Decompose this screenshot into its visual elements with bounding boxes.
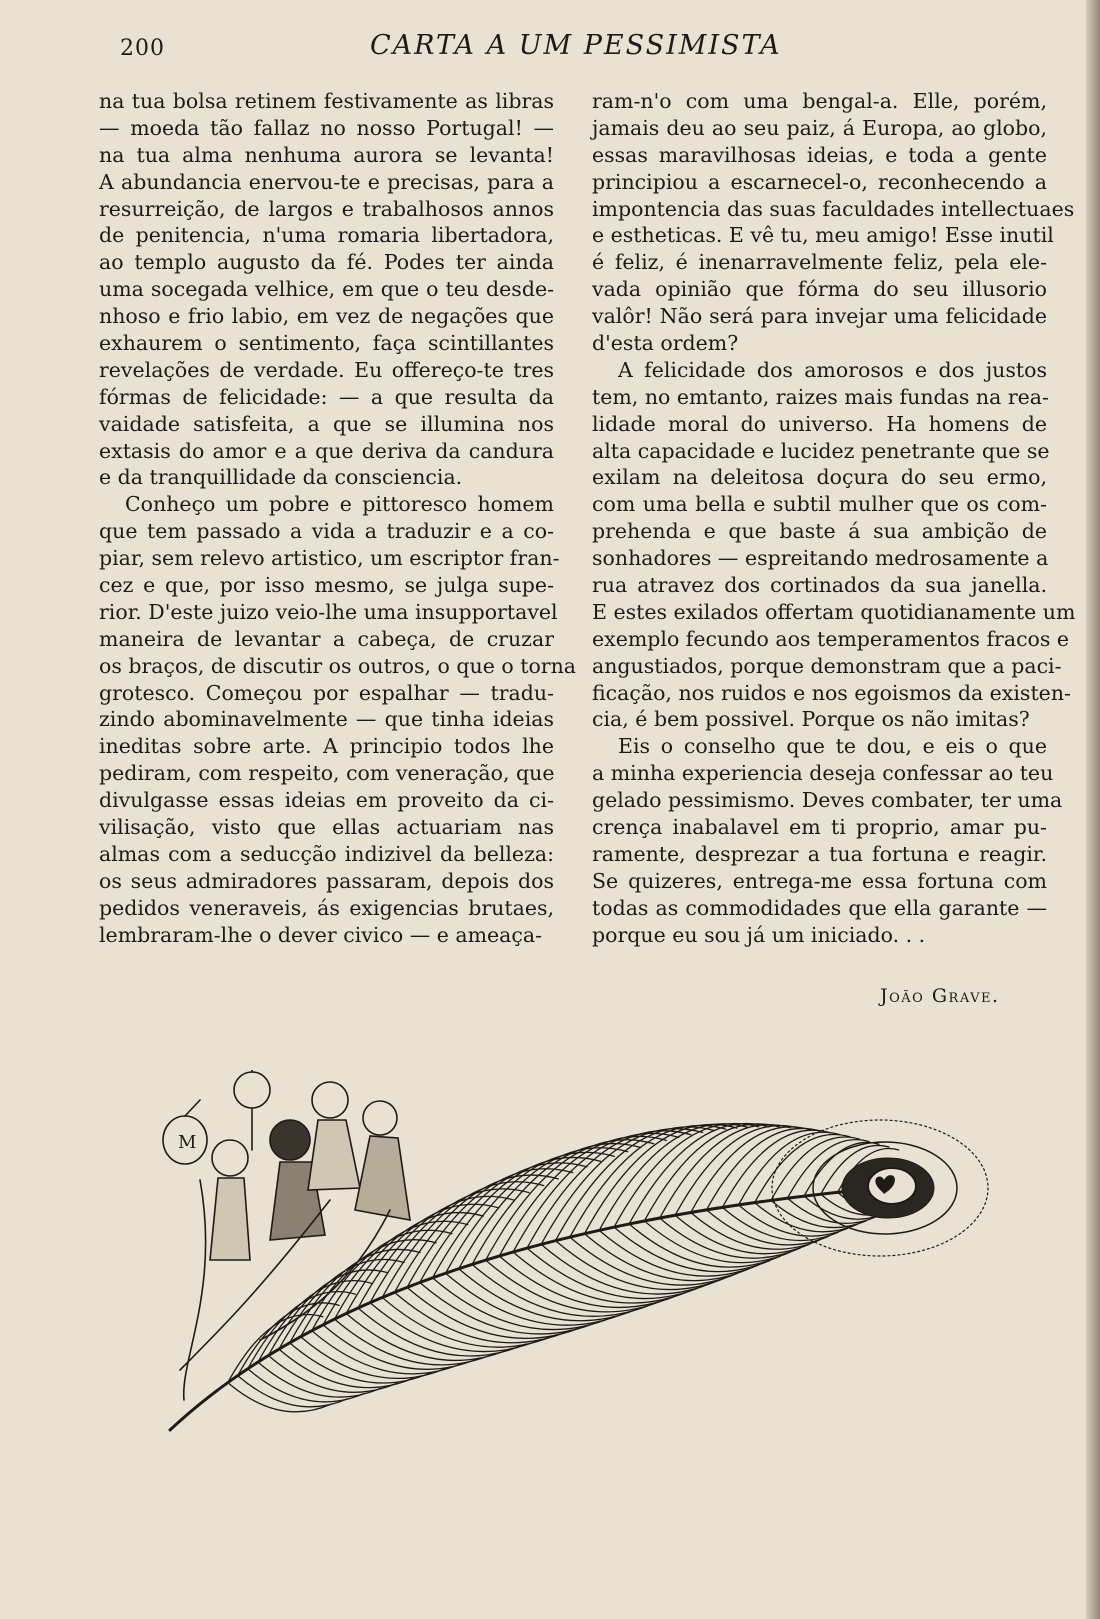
feather-barb	[407, 1169, 573, 1288]
right-column-text-line: exilam na deleitosa doçura do seu ermo,	[592, 465, 1047, 490]
feather-barb	[370, 1303, 541, 1352]
peacock-feather-illustration	[140, 1070, 1060, 1490]
page-number: 200	[120, 36, 165, 61]
left-column-text-line: rior. D'este juizo veio-lhe uma insupportavel	[99, 599, 558, 624]
feather-barb	[629, 1124, 769, 1224]
left-column-text-line: vilisação, visto que ellas actuariam nas	[99, 815, 554, 840]
right-column-text-line: gelado pessimismo. Deves combater, ter uma	[592, 788, 1063, 813]
feather-barb	[459, 1148, 628, 1269]
right-column-text-line: lidade moral do universo. Ha homens de	[592, 411, 1047, 436]
left-column-text-line: nhoso e frio labio, em vez de negações que	[99, 304, 554, 329]
right-column-text-line: impontencia das suas faculdades intellectuaes	[592, 196, 1075, 221]
feather-barb	[584, 1234, 748, 1281]
right-column-text-line: alta capacidade e lucidez penetrante que se	[592, 438, 1050, 463]
feather-barb	[346, 1313, 510, 1360]
right-column-text-line: a minha experiencia deseja confessar ao teu	[592, 761, 1054, 786]
feather-barb	[599, 1230, 759, 1276]
feather-barb	[527, 1131, 691, 1248]
left-column-text-line: uma socegada velhice, em que o teu desde-	[99, 277, 554, 302]
right-column-text-line: d'esta ordem?	[592, 331, 739, 356]
left-column-text-line: ineditas sobre arte. A principio todos lhe	[99, 734, 554, 759]
left-column-text-line: pediram, com respeito, com veneração, que	[99, 761, 555, 786]
page-edge	[1086, 0, 1100, 1619]
left-column-text-line: Conheço um pobre e pittoresco homem	[125, 492, 554, 517]
right-column-text-line: ficação, nos ruidos e nos egoismos da existen-	[592, 680, 1071, 705]
right-column-text-line: todas as commodidades que ella garante —	[592, 895, 1047, 920]
left-column-text-line: vaidade satisfeita, a que se illumina nos	[99, 411, 554, 436]
right-column-text-line: rua atravez dos cortinados da sua janella.	[592, 573, 1047, 598]
left-column-text-line: os braços, de discutir os outros, o que o torna	[99, 653, 577, 678]
left-column-text-line: que tem passado a vida a traduzir e a co-	[99, 519, 554, 544]
left-column-text-line: resurreição, de largos e trabalhosos annos	[99, 196, 554, 221]
right-column-text-line: crença inabalavel em ti proprio, amar pu-	[592, 815, 1047, 840]
left-column	[99, 88, 577, 949]
feather-barb	[555, 1241, 726, 1290]
lantern-letter: M	[178, 1132, 197, 1153]
left-column-text-line: divulgasse essas ideias em proveito da ci-	[99, 788, 554, 813]
right-column-text-line: exemplo fecundo aos temperamentos fracos e	[592, 626, 1070, 651]
author-signature: João Grave.	[880, 985, 1000, 1007]
right-column-text-line: Eis o conselho que te dou, e eis o que	[618, 734, 1047, 759]
feather-barb	[614, 1227, 770, 1272]
feather-barb	[433, 1157, 601, 1277]
left-column-text-line: pedidos veneraveis, ás exigencias brutaes,	[99, 895, 554, 920]
right-column-text-line: Se quizeres, entrega-me essa fortuna com	[592, 868, 1047, 893]
feather-barb	[472, 1144, 641, 1265]
feather-barb	[358, 1308, 526, 1356]
right-column-text-line: vada opinião que fórma do seu illusorio	[592, 277, 1047, 302]
right-column-text-line: prehenda e que baste á sua ambição de	[592, 519, 1047, 544]
left-column-text-line: piar, sem relevo artistico, um escriptor fran-	[99, 546, 560, 571]
left-column-text-line: lembraram-lhe o dever civico — e ameaça-	[99, 922, 543, 947]
feather-barb	[644, 1221, 790, 1263]
right-column	[592, 88, 1076, 949]
left-column-text-line: extasis do amor e a que deriva da candura	[99, 438, 554, 463]
right-column-text-line: valôr! Não será para invejar uma felicidade	[592, 304, 1047, 329]
running-title: CARTA A UM PESSIMISTA	[370, 30, 782, 61]
right-column-text-line: é feliz, é inenarravelmente feliz, pela ele-	[592, 250, 1047, 275]
right-column-text-line: tem, no emtanto, raizes mais fundas na rea-	[592, 384, 1049, 409]
left-column-text-line: na tua bolsa retinem festivamente as libras	[99, 89, 554, 113]
right-column-text-line: cia, é bem possivel. Porque os não imitas?	[592, 707, 1030, 732]
left-column-text-line: exhaurem o sentimento, faça scintillantes	[99, 331, 554, 356]
feather-barb	[290, 1343, 431, 1383]
feather-barb	[335, 1319, 495, 1365]
right-column-text-line: e estheticas. E vê tu, meu amigo! Esse inutil	[592, 223, 1054, 248]
feather-barb	[513, 1133, 679, 1252]
feather-barb	[570, 1237, 738, 1285]
right-column-text-line: E estes exilados offertam quotidianamente um	[592, 599, 1076, 624]
left-column-text-line: de penitencia, n'uma romaria libertadora,	[99, 223, 554, 248]
left-column-text-line: na tua alma nenhuma aurora se levanta!	[99, 142, 554, 167]
left-column-text-line: fórmas de felicidade: — a que resulta da	[99, 384, 554, 409]
right-column-text-line: sonhadores — espreitando medrosamente a	[592, 546, 1049, 571]
right-column-text-line: principiou a escarnecel-o, reconhecendo a	[592, 169, 1047, 194]
left-column-text-line: os seus admiradores passaram, depois dos	[99, 868, 554, 893]
left-column-text-line: — moeda tão fallaz no nosso Portugal! —	[99, 115, 554, 140]
page-header	[120, 30, 1040, 70]
left-column-text-line: zindo abominavelmente — que tinha ideias	[99, 707, 554, 732]
right-column-text-line: ramente, desprezar a tua fortuna e reagir.	[592, 841, 1047, 866]
left-column-text-line: almas com a seducção indizivel da belleza:	[99, 841, 554, 866]
feather-barb	[691, 1127, 811, 1213]
right-column-text-line: com uma bella e subtil mulher que os com-	[592, 492, 1047, 517]
left-column-text-line: cez e que, por isso mesmo, se julga supe-	[99, 573, 554, 598]
left-column-text-line: maneira de levantar a cabeça, de cruzar	[99, 626, 554, 651]
right-column-text-line: angustiados, porque demonstram que a paci-	[592, 653, 1062, 678]
feather-barb	[228, 1383, 330, 1412]
left-column-text-line: ao templo augusto da fé. Podes ter ainda	[99, 250, 554, 275]
right-column-text-line: ram-n'o com uma bengal-a. Elle, porém,	[592, 89, 1047, 113]
feather-barb	[395, 1175, 559, 1292]
left-column-text-line: e da tranquillidade da consciencia.	[99, 465, 463, 490]
left-column-text-line: revelações de verdade. Eu offereço-te tres	[99, 357, 554, 382]
left-column-text-line: A abundancia enervou-te e precisas, para a	[99, 169, 554, 194]
right-column-text-line: porque eu sou já um iniciado. . .	[592, 922, 926, 947]
right-column-text-line: jamais deu ao seu paiz, á Europa, ao globo,	[592, 115, 1047, 140]
left-column-text-line: grotesco. Começou por espalhar — tradu-	[99, 680, 554, 705]
right-column-text-line: essas maravilhosas ideias, e toda a gente	[592, 142, 1047, 167]
right-column-text-line: A felicidade dos amorosos e dos justos	[618, 357, 1047, 382]
